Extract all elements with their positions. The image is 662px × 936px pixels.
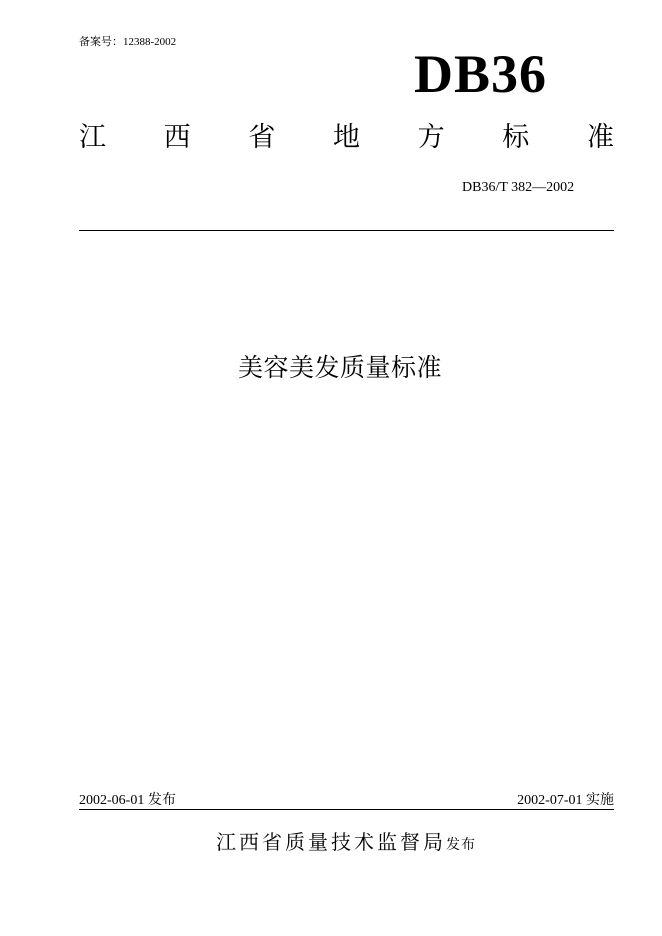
- footer-divider: [79, 809, 614, 810]
- header-divider: [79, 230, 614, 231]
- issue-date: 2002-06-01 发布: [79, 793, 176, 808]
- heading-char: 地: [332, 122, 360, 153]
- heading-char: 西: [163, 122, 191, 153]
- heading-char: 准: [586, 122, 614, 153]
- implementation-date: 2002-07-01 实施: [517, 793, 614, 808]
- heading-char: 标: [502, 122, 530, 153]
- issuing-authority: 江西省质量技术监督局: [216, 830, 446, 854]
- filing-number: 备案号：12388-2002: [79, 36, 177, 48]
- heading-char: 方: [417, 122, 445, 153]
- heading-char: 省: [248, 122, 276, 153]
- province-standard-heading: [79, 120, 614, 156]
- standard-number: DB36/T 382—2002: [462, 180, 575, 195]
- issuer-line: [0, 826, 662, 855]
- heading-char: 江: [79, 122, 106, 153]
- document-title: 美容美发质量标准: [237, 353, 442, 382]
- standard-code-logo: DB36: [414, 44, 548, 104]
- issuer-suffix: 发布: [446, 837, 476, 853]
